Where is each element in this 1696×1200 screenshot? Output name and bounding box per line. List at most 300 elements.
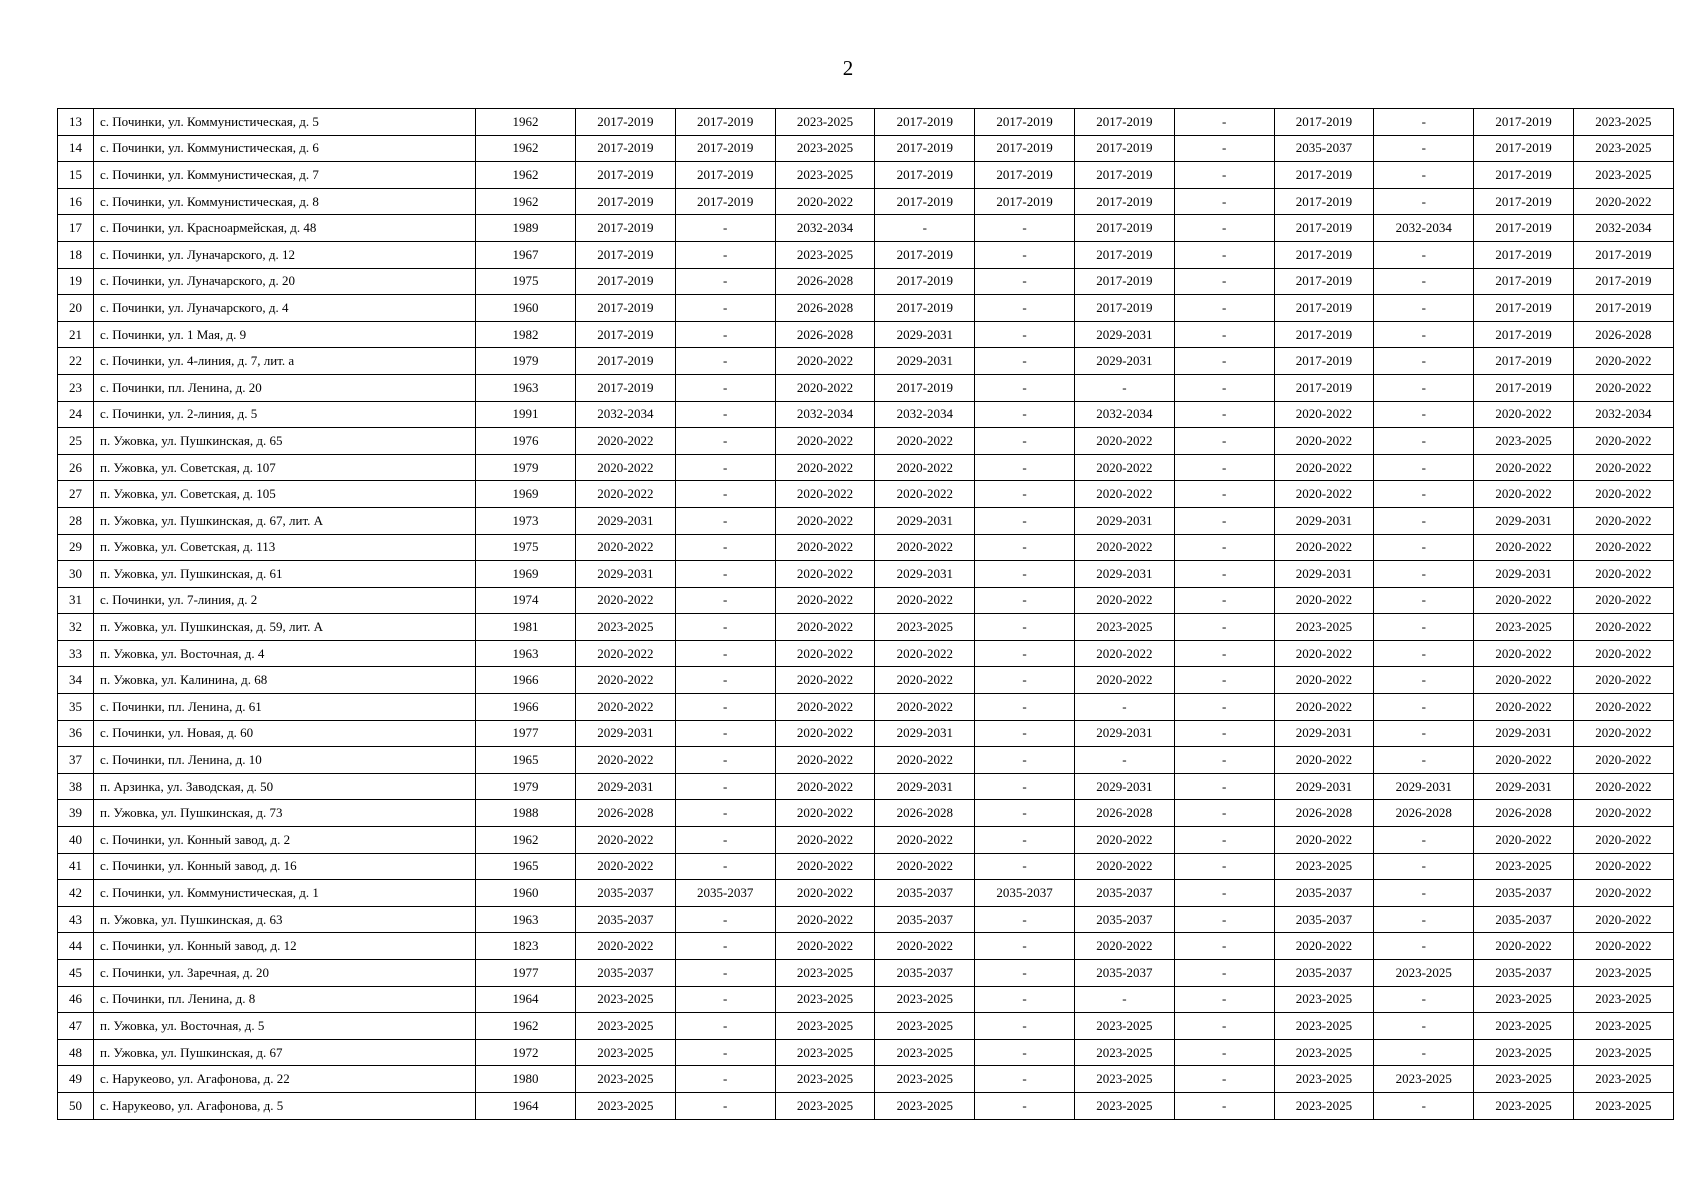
table-row [58, 215, 1674, 242]
period-cell-7: - [1174, 348, 1274, 375]
period-cell-5: - [975, 481, 1075, 508]
period-cell-3: 2020-2022 [775, 800, 875, 827]
period-cell-5: - [975, 694, 1075, 721]
period-cell-9: - [1374, 1013, 1474, 1040]
table-row [58, 906, 1674, 933]
period-cell-11: 2023-2025 [1573, 109, 1673, 136]
period-cell-8: 2017-2019 [1274, 215, 1374, 242]
year-built-cell: 1967 [476, 241, 576, 268]
period-cell-5: - [975, 295, 1075, 322]
period-cell-10: 2035-2037 [1474, 960, 1574, 987]
period-cell-9: - [1374, 428, 1474, 455]
year-built-cell: 1962 [476, 1013, 576, 1040]
row-number-cell: 47 [58, 1013, 94, 1040]
period-cell-1: 2020-2022 [576, 587, 676, 614]
table-row [58, 667, 1674, 694]
row-number-cell: 41 [58, 853, 94, 880]
period-cell-2: - [675, 720, 775, 747]
year-built-cell: 1962 [476, 162, 576, 189]
period-cell-9: - [1374, 614, 1474, 641]
period-cell-8: 2020-2022 [1274, 454, 1374, 481]
address-cell: п. Ужовка, ул. Пушкинская, д. 67 [94, 1039, 476, 1066]
table-row [58, 1013, 1674, 1040]
period-cell-2: - [675, 268, 775, 295]
period-cell-1: 2035-2037 [576, 960, 676, 987]
period-cell-9: - [1374, 747, 1474, 774]
period-cell-6: 2020-2022 [1074, 640, 1174, 667]
period-cell-10: 2017-2019 [1474, 162, 1574, 189]
address-cell: п. Ужовка, ул. Советская, д. 107 [94, 454, 476, 481]
period-cell-6: 2029-2031 [1074, 321, 1174, 348]
period-cell-2: - [675, 587, 775, 614]
period-cell-4: 2035-2037 [875, 960, 975, 987]
period-cell-10: 2035-2037 [1474, 906, 1574, 933]
period-cell-8: 2023-2025 [1274, 614, 1374, 641]
period-cell-10: 2020-2022 [1474, 534, 1574, 561]
period-cell-5: - [975, 720, 1075, 747]
period-cell-11: 2017-2019 [1573, 268, 1673, 295]
period-cell-8: 2017-2019 [1274, 109, 1374, 136]
row-number-cell: 23 [58, 374, 94, 401]
period-cell-10: 2017-2019 [1474, 109, 1574, 136]
period-cell-3: 2020-2022 [775, 880, 875, 907]
period-cell-1: 2017-2019 [576, 348, 676, 375]
period-cell-11: 2020-2022 [1573, 720, 1673, 747]
period-cell-7: - [1174, 906, 1274, 933]
address-cell: п. Ужовка, ул. Пушкинская, д. 73 [94, 800, 476, 827]
table-row [58, 481, 1674, 508]
period-cell-9: - [1374, 853, 1474, 880]
period-cell-1: 2026-2028 [576, 800, 676, 827]
period-cell-8: 2023-2025 [1274, 1039, 1374, 1066]
row-number-cell: 28 [58, 507, 94, 534]
period-cell-11: 2020-2022 [1573, 667, 1673, 694]
period-cell-3: 2020-2022 [775, 853, 875, 880]
period-cell-4: 2023-2025 [875, 1039, 975, 1066]
period-cell-5: - [975, 428, 1075, 455]
table-row [58, 374, 1674, 401]
period-cell-11: 2020-2022 [1573, 561, 1673, 588]
period-cell-1: 2032-2034 [576, 401, 676, 428]
period-cell-6: 2020-2022 [1074, 587, 1174, 614]
period-cell-7: - [1174, 800, 1274, 827]
table-row [58, 321, 1674, 348]
period-cell-8: 2029-2031 [1274, 507, 1374, 534]
period-cell-4: 2035-2037 [875, 906, 975, 933]
period-cell-1: 2017-2019 [576, 109, 676, 136]
period-cell-8: 2017-2019 [1274, 348, 1374, 375]
period-cell-11: 2032-2034 [1573, 401, 1673, 428]
period-cell-11: 2023-2025 [1573, 162, 1673, 189]
period-cell-9: 2029-2031 [1374, 773, 1474, 800]
period-cell-2: 2017-2019 [675, 109, 775, 136]
period-cell-9: - [1374, 481, 1474, 508]
period-cell-10: 2017-2019 [1474, 374, 1574, 401]
period-cell-6: 2020-2022 [1074, 827, 1174, 854]
period-cell-10: 2023-2025 [1474, 614, 1574, 641]
period-cell-5: - [975, 454, 1075, 481]
period-cell-6: 2023-2025 [1074, 1092, 1174, 1119]
period-cell-3: 2020-2022 [775, 428, 875, 455]
row-number-cell: 26 [58, 454, 94, 481]
period-cell-2: - [675, 614, 775, 641]
period-cell-8: 2017-2019 [1274, 321, 1374, 348]
period-cell-5: - [975, 827, 1075, 854]
row-number-cell: 17 [58, 215, 94, 242]
year-built-cell: 1981 [476, 614, 576, 641]
period-cell-9: - [1374, 374, 1474, 401]
period-cell-2: - [675, 960, 775, 987]
period-cell-2: - [675, 1039, 775, 1066]
period-cell-5: - [975, 1039, 1075, 1066]
period-cell-11: 2023-2025 [1573, 1066, 1673, 1093]
period-cell-5: 2017-2019 [975, 162, 1075, 189]
table-row [58, 135, 1674, 162]
year-built-cell: 1962 [476, 109, 576, 136]
period-cell-2: - [675, 374, 775, 401]
period-cell-2: - [675, 640, 775, 667]
period-cell-7: - [1174, 986, 1274, 1013]
address-cell: с. Починки, пл. Ленина, д. 8 [94, 986, 476, 1013]
table-row [58, 986, 1674, 1013]
period-cell-10: 2023-2025 [1474, 1092, 1574, 1119]
period-cell-11: 2020-2022 [1573, 481, 1673, 508]
period-cell-6: 2035-2037 [1074, 960, 1174, 987]
period-cell-4: 2029-2031 [875, 773, 975, 800]
address-cell: п. Арзинка, ул. Заводская, д. 50 [94, 773, 476, 800]
period-cell-11: 2020-2022 [1573, 348, 1673, 375]
row-number-cell: 33 [58, 640, 94, 667]
table-row [58, 960, 1674, 987]
period-cell-5: - [975, 374, 1075, 401]
table-row [58, 880, 1674, 907]
period-cell-11: 2023-2025 [1573, 135, 1673, 162]
period-cell-9: - [1374, 986, 1474, 1013]
period-cell-7: - [1174, 1013, 1274, 1040]
period-cell-5: - [975, 906, 1075, 933]
period-cell-3: 2020-2022 [775, 561, 875, 588]
period-cell-4: 2023-2025 [875, 1092, 975, 1119]
period-cell-2: - [675, 933, 775, 960]
period-cell-10: 2020-2022 [1474, 667, 1574, 694]
period-cell-1: 2023-2025 [576, 986, 676, 1013]
period-cell-6: 2029-2031 [1074, 561, 1174, 588]
table-row [58, 773, 1674, 800]
period-cell-6: 2023-2025 [1074, 1013, 1174, 1040]
period-cell-6: - [1074, 986, 1174, 1013]
period-cell-7: - [1174, 1092, 1274, 1119]
period-cell-1: 2017-2019 [576, 268, 676, 295]
period-cell-4: 2020-2022 [875, 428, 975, 455]
period-cell-8: 2035-2037 [1274, 960, 1374, 987]
period-cell-10: 2023-2025 [1474, 428, 1574, 455]
year-built-cell: 1969 [476, 561, 576, 588]
period-cell-6: - [1074, 694, 1174, 721]
period-cell-7: - [1174, 188, 1274, 215]
year-built-cell: 1962 [476, 135, 576, 162]
period-cell-6: 2020-2022 [1074, 534, 1174, 561]
period-cell-3: 2026-2028 [775, 295, 875, 322]
period-cell-1: 2029-2031 [576, 561, 676, 588]
period-cell-2: 2017-2019 [675, 188, 775, 215]
address-cell: с. Починки, ул. Конный завод, д. 16 [94, 853, 476, 880]
row-number-cell: 24 [58, 401, 94, 428]
period-cell-2: - [675, 507, 775, 534]
period-cell-8: 2023-2025 [1274, 986, 1374, 1013]
period-cell-10: 2017-2019 [1474, 135, 1574, 162]
period-cell-7: - [1174, 534, 1274, 561]
period-cell-2: - [675, 215, 775, 242]
address-cell: п. Ужовка, ул. Пушкинская, д. 67, лит. А [94, 507, 476, 534]
period-cell-5: 2017-2019 [975, 135, 1075, 162]
period-cell-8: 2035-2037 [1274, 880, 1374, 907]
table-row [58, 188, 1674, 215]
period-cell-11: 2017-2019 [1573, 241, 1673, 268]
period-cell-5: - [975, 1013, 1075, 1040]
year-built-cell: 1960 [476, 880, 576, 907]
period-cell-8: 2023-2025 [1274, 1013, 1374, 1040]
period-cell-8: 2020-2022 [1274, 428, 1374, 455]
period-cell-4: 2020-2022 [875, 747, 975, 774]
period-cell-3: 2020-2022 [775, 454, 875, 481]
period-cell-2: - [675, 800, 775, 827]
period-cell-7: - [1174, 694, 1274, 721]
address-cell: п. Ужовка, ул. Восточная, д. 5 [94, 1013, 476, 1040]
period-cell-6: 2017-2019 [1074, 295, 1174, 322]
period-cell-5: - [975, 507, 1075, 534]
period-cell-2: 2035-2037 [675, 880, 775, 907]
period-cell-9: - [1374, 188, 1474, 215]
period-cell-4: 2035-2037 [875, 880, 975, 907]
period-cell-3: 2032-2034 [775, 215, 875, 242]
period-cell-1: 2017-2019 [576, 295, 676, 322]
period-cell-7: - [1174, 853, 1274, 880]
period-cell-10: 2023-2025 [1474, 986, 1574, 1013]
period-cell-6: 2026-2028 [1074, 800, 1174, 827]
period-cell-4: - [875, 215, 975, 242]
period-cell-9: - [1374, 1039, 1474, 1066]
period-cell-10: 2017-2019 [1474, 188, 1574, 215]
period-cell-2: - [675, 694, 775, 721]
period-cell-7: - [1174, 561, 1274, 588]
period-cell-7: - [1174, 109, 1274, 136]
period-cell-5: 2035-2037 [975, 880, 1075, 907]
year-built-cell: 1966 [476, 694, 576, 721]
address-cell: с. Починки, ул. Луначарского, д. 12 [94, 241, 476, 268]
table-row [58, 800, 1674, 827]
period-cell-10: 2020-2022 [1474, 827, 1574, 854]
table-row [58, 1066, 1674, 1093]
period-cell-1: 2029-2031 [576, 507, 676, 534]
period-cell-2: - [675, 401, 775, 428]
period-cell-11: 2020-2022 [1573, 587, 1673, 614]
period-cell-6: 2020-2022 [1074, 481, 1174, 508]
period-cell-5: - [975, 800, 1075, 827]
period-cell-11: 2020-2022 [1573, 853, 1673, 880]
period-cell-6: 2035-2037 [1074, 880, 1174, 907]
address-cell: с. Починки, ул. 4-линия, д. 7, лит. а [94, 348, 476, 375]
period-cell-2: - [675, 534, 775, 561]
period-cell-1: 2029-2031 [576, 773, 676, 800]
period-cell-11: 2020-2022 [1573, 188, 1673, 215]
row-number-cell: 29 [58, 534, 94, 561]
period-cell-7: - [1174, 1066, 1274, 1093]
period-cell-3: 2020-2022 [775, 374, 875, 401]
period-cell-2: - [675, 747, 775, 774]
year-built-cell: 1979 [476, 348, 576, 375]
period-cell-3: 2020-2022 [775, 188, 875, 215]
row-number-cell: 42 [58, 880, 94, 907]
table-row [58, 1039, 1674, 1066]
period-cell-1: 2020-2022 [576, 933, 676, 960]
address-cell: с. Починки, пл. Ленина, д. 20 [94, 374, 476, 401]
period-cell-3: 2020-2022 [775, 773, 875, 800]
period-cell-5: 2017-2019 [975, 188, 1075, 215]
table-row [58, 348, 1674, 375]
table-row [58, 720, 1674, 747]
period-cell-4: 2029-2031 [875, 720, 975, 747]
period-cell-4: 2020-2022 [875, 481, 975, 508]
row-number-cell: 38 [58, 773, 94, 800]
period-cell-1: 2017-2019 [576, 321, 676, 348]
period-cell-4: 2017-2019 [875, 109, 975, 136]
period-cell-9: - [1374, 561, 1474, 588]
period-cell-11: 2020-2022 [1573, 827, 1673, 854]
row-number-cell: 46 [58, 986, 94, 1013]
table-row [58, 747, 1674, 774]
address-cell: п. Ужовка, ул. Пушкинская, д. 65 [94, 428, 476, 455]
period-cell-9: - [1374, 135, 1474, 162]
period-cell-8: 2020-2022 [1274, 933, 1374, 960]
period-cell-8: 2017-2019 [1274, 241, 1374, 268]
period-cell-5: - [975, 747, 1075, 774]
table-row [58, 853, 1674, 880]
address-cell: с. Починки, ул. Заречная, д. 20 [94, 960, 476, 987]
row-number-cell: 34 [58, 667, 94, 694]
period-cell-6: 2017-2019 [1074, 188, 1174, 215]
period-cell-2: - [675, 1092, 775, 1119]
period-cell-1: 2020-2022 [576, 640, 676, 667]
period-cell-3: 2020-2022 [775, 507, 875, 534]
address-cell: с. Починки, пл. Ленина, д. 10 [94, 747, 476, 774]
year-built-cell: 1979 [476, 773, 576, 800]
period-cell-4: 2020-2022 [875, 640, 975, 667]
period-cell-8: 2017-2019 [1274, 374, 1374, 401]
period-cell-2: - [675, 321, 775, 348]
period-cell-8: 2020-2022 [1274, 587, 1374, 614]
period-cell-6: - [1074, 374, 1174, 401]
period-cell-5: - [975, 1066, 1075, 1093]
year-built-cell: 1980 [476, 1066, 576, 1093]
period-cell-6: 2035-2037 [1074, 906, 1174, 933]
period-cell-2: - [675, 561, 775, 588]
year-built-cell: 1988 [476, 800, 576, 827]
period-cell-6: 2020-2022 [1074, 853, 1174, 880]
period-cell-6: 2023-2025 [1074, 1066, 1174, 1093]
period-cell-9: - [1374, 295, 1474, 322]
table-row [58, 295, 1674, 322]
period-cell-1: 2035-2037 [576, 906, 676, 933]
period-cell-2: - [675, 1066, 775, 1093]
period-cell-7: - [1174, 720, 1274, 747]
address-cell: с. Починки, ул. Коммунистическая, д. 6 [94, 135, 476, 162]
period-cell-6: 2023-2025 [1074, 1039, 1174, 1066]
period-cell-3: 2023-2025 [775, 1013, 875, 1040]
period-cell-8: 2017-2019 [1274, 268, 1374, 295]
period-cell-4: 2020-2022 [875, 694, 975, 721]
period-cell-11: 2020-2022 [1573, 534, 1673, 561]
period-cell-4: 2020-2022 [875, 933, 975, 960]
period-cell-4: 2020-2022 [875, 454, 975, 481]
year-built-cell: 1979 [476, 454, 576, 481]
period-cell-11: 2020-2022 [1573, 773, 1673, 800]
table-row [58, 694, 1674, 721]
period-cell-1: 2020-2022 [576, 534, 676, 561]
period-cell-10: 2017-2019 [1474, 241, 1574, 268]
address-cell: с. Починки, ул. Коммунистическая, д. 7 [94, 162, 476, 189]
row-number-cell: 18 [58, 241, 94, 268]
period-cell-8: 2017-2019 [1274, 162, 1374, 189]
period-cell-5: - [975, 853, 1075, 880]
period-cell-5: 2017-2019 [975, 109, 1075, 136]
table-row [58, 454, 1674, 481]
period-cell-10: 2020-2022 [1474, 587, 1574, 614]
period-cell-11: 2020-2022 [1573, 507, 1673, 534]
period-cell-6: 2020-2022 [1074, 428, 1174, 455]
row-number-cell: 25 [58, 428, 94, 455]
period-cell-6: 2017-2019 [1074, 215, 1174, 242]
row-number-cell: 39 [58, 800, 94, 827]
period-cell-8: 2020-2022 [1274, 401, 1374, 428]
row-number-cell: 44 [58, 933, 94, 960]
period-cell-5: - [975, 614, 1075, 641]
page-number: 2 [842, 56, 854, 80]
period-cell-11: 2026-2028 [1573, 321, 1673, 348]
period-cell-3: 2020-2022 [775, 348, 875, 375]
year-built-cell: 1962 [476, 827, 576, 854]
period-cell-4: 2029-2031 [875, 561, 975, 588]
period-cell-9: - [1374, 587, 1474, 614]
period-cell-7: - [1174, 454, 1274, 481]
period-cell-7: - [1174, 268, 1274, 295]
period-cell-6: 2017-2019 [1074, 109, 1174, 136]
table-row [58, 640, 1674, 667]
period-cell-10: 2020-2022 [1474, 933, 1574, 960]
period-cell-1: 2029-2031 [576, 720, 676, 747]
table-row [58, 933, 1674, 960]
table-row [58, 1092, 1674, 1119]
period-cell-1: 2023-2025 [576, 1066, 676, 1093]
period-cell-1: 2023-2025 [576, 1013, 676, 1040]
period-cell-7: - [1174, 1039, 1274, 1066]
period-cell-8: 2029-2031 [1274, 720, 1374, 747]
period-cell-9: 2023-2025 [1374, 960, 1474, 987]
year-built-cell: 1963 [476, 374, 576, 401]
period-cell-11: 2017-2019 [1573, 295, 1673, 322]
period-cell-7: - [1174, 667, 1274, 694]
year-built-cell: 1960 [476, 295, 576, 322]
period-cell-3: 2032-2034 [775, 401, 875, 428]
period-cell-11: 2020-2022 [1573, 906, 1673, 933]
period-cell-3: 2023-2025 [775, 241, 875, 268]
period-cell-3: 2020-2022 [775, 667, 875, 694]
period-cell-7: - [1174, 773, 1274, 800]
period-cell-1: 2035-2037 [576, 880, 676, 907]
period-cell-8: 2029-2031 [1274, 773, 1374, 800]
year-built-cell: 1963 [476, 906, 576, 933]
period-cell-8: 2020-2022 [1274, 667, 1374, 694]
period-cell-11: 2020-2022 [1573, 374, 1673, 401]
